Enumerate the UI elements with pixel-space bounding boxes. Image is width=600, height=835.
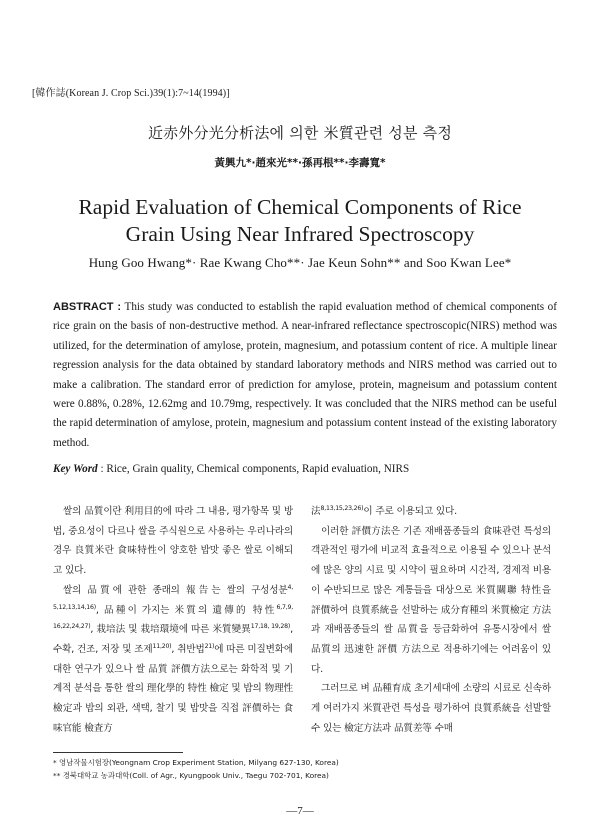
authors-english: Hung Goo Hwang*· Rae Kwang Cho**· Jae Keun Sohn** and Soo Kwan Lee* — [88, 255, 512, 270]
title-english-line-1: Rapid Evaluation of Chemical Components of Rice — [78, 195, 522, 219]
citation: 6,7,9, 16,22,24,27) — [53, 603, 293, 631]
body-paragraph: 이러한 評價方法은 기존 재배품종들의 食味관련 특성의 객관적인 평가에 비교적 효율적으로 이용될 수 있으나 분석에 많은 양의 시료 및 시약이 필요하며 시간적, 경제적 비용이 수반되므로 많은 계통들을 대상으로 米質關聯 特性을 評價하여 良質系統을 선발하는 成分育種의 米質檢定 方法과 재배품종들의 쌀 品質을 등급화하여 유통시장에서 쌀 品質의 迅速한 評價 方法으로 적용하기에는 어려움이 있다. — [311, 525, 551, 675]
keywords — [53, 463, 563, 475]
title-english — [0, 194, 600, 248]
body-paragraph — [53, 581, 293, 739]
body-column-right — [311, 502, 551, 738]
keywords-label: Key Word — [53, 463, 98, 475]
footnote-affiliation-2: ** 경북대학교 농과대학(Coll. of Agr., Kyungpook Univ., Taegu 702-701, Korea) — [53, 771, 329, 780]
keywords-text: : Rice, Grain quality, Chemical components, Rapid evaluation, NIRS — [97, 463, 410, 475]
body-text: 法 — [311, 506, 321, 517]
body-column-left — [53, 502, 293, 738]
body-text: 에 따른 미질변화에 대한 연구가 있으나 쌀 品質 評價方法으로는 화학적 및 기계적 분석을 통한 쌀의 理化學的 特性 檢定 및 밥의 物理性檢定과 밥의 외관, 색택, 찰기 및 밥맛을 직접 評價하는 食味官能 檢査方 — [53, 643, 293, 734]
title-korean: 近赤外分光分析法에 의한 米質관련 성분 측정 — [147, 124, 453, 142]
body-text: , 品種이 가지는 米質의 遺傳的 特性 — [95, 604, 277, 616]
body-text: , 취반법 — [171, 643, 205, 655]
citation: 17,18, 19,28) — [250, 623, 291, 631]
journal-reference: [韓作誌(Korean J. Crop Sci.)39(1):7~14(1994)] — [32, 88, 230, 99]
footnote-affiliation-1: * 영남작물시험장(Yeongnam Crop Experiment Station, Milyang 627-130, Korea) — [53, 758, 339, 767]
abstract — [53, 298, 557, 453]
body-text: 쌀의 品質에 관한 종래의 報告는 쌀의 구성성분 — [63, 584, 288, 596]
citation: 21) — [204, 642, 215, 650]
body-text: , 栽培法 및 栽培環境에 따른 米質變異 — [90, 624, 251, 636]
citation: 4, 5,12,13,14,16) — [53, 583, 293, 611]
citation: 11,20) — [152, 642, 172, 650]
body-paragraph — [311, 502, 551, 522]
body-text: 이 주로 이용되고 있다. — [363, 506, 458, 517]
abstract-text: This study was conducted to establish the rapid evaluation method of chemical components of rice grain on the basis of non-destructive method. A near-infrared reflectance spectroscopic(NIRS) method was utilized, for the determination of amylose, protein, magnesium, and potassium content of rice. A multiple linear regression analysis for the data obtained by standard laboratory methods and NIRS method was carried out to make a calibration. The standard error of prediction for amylose, protein, magneisum and potassium content were 0.88%, 0.28%, 12.62mg and 10.79mg, respectively. It was concluded that the NIRS method can be useful the rapid determination of amylose, protein, magnesium and potassium content instead of the existing laboratory method. — [53, 301, 557, 449]
title-english-line-2: Grain Using Near Infrared Spectroscopy — [125, 222, 475, 246]
page-number: —7— — [286, 805, 314, 817]
footnote-divider — [53, 752, 183, 753]
body-paragraph: 쌀의 品質이란 利用目的에 따라 그 내용, 평가항목 및 방법, 중요성이 다르나 쌀을 주식원으로 사용하는 우리나라의 경우 良質米란 食味特性이 양호한 밥맛 좋은 쌀로 이해되고 있다. — [53, 506, 293, 577]
citation: 8,13,15,23,26) — [320, 505, 364, 512]
body-paragraph: 그러므로 벼 品種育成 초기세대에 소량의 시료로 신속하게 여러가지 米質관련 특성을 평가하여 良質系統을 선발할 수 있는 檢定方法과 品質差等 수매 — [311, 683, 551, 734]
abstract-label: ABSTRACT : — [53, 301, 122, 313]
authors-korean: 黃興九*·趙來光**·孫再根**·李壽寬* — [214, 157, 386, 169]
footnotes — [53, 756, 563, 782]
body-text: , 수확, 건조, 저장 및 조제 — [53, 624, 293, 655]
